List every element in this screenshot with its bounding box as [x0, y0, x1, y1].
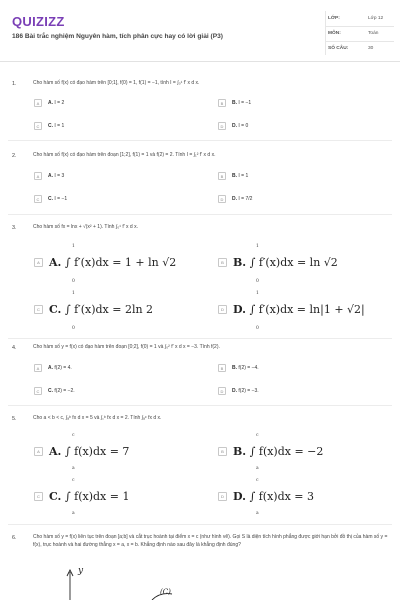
question-2-option-c[interactable]: C C. I = −1 — [34, 193, 67, 205]
question-4-text: Cho hàm số y = f(x) có đạo hàm trên đoạn [0;2], f(0) = 1 và ∫₀² f′ x d x = −3. Tính f(2). — [33, 344, 220, 350]
option-key-box: B — [218, 99, 226, 107]
integral-lower-limit: 0 — [72, 326, 75, 331]
option-key-box: D — [218, 387, 226, 395]
option-key-box: C — [34, 305, 43, 314]
integral-upper-limit: 1 — [72, 291, 75, 296]
option-key-box: D — [218, 305, 227, 314]
question-1-option-d[interactable]: D D. I = 0 — [218, 120, 248, 132]
question-5-option-c[interactable]: C C. ∫ f(x)dx = 1 — [34, 484, 129, 508]
curve-label: (C) — [160, 588, 171, 596]
question-1-option-a[interactable]: A A. I = 2 — [34, 97, 64, 109]
option-key-box: A — [34, 172, 42, 180]
integral-lower-limit: 0 — [256, 326, 259, 331]
option-key-box: B — [218, 172, 226, 180]
question-5-option-a[interactable]: A A. ∫ f(x)dx = 7 — [34, 439, 129, 463]
integral-lower-limit: 0 — [72, 279, 75, 284]
question-3-option-d[interactable]: D D. ∫ f′(x)dx = ln|1 + √2| — [218, 297, 365, 321]
question-5-number: 5. — [12, 416, 17, 422]
question-5-option-d[interactable]: D D. ∫ f(x)dx = 3 — [218, 484, 314, 508]
meta-row-line — [326, 26, 394, 27]
question-1-text: Cho hàm số f(x) có đạo hàm trên [0;1], f(0) = 1, f(1) = −1, tính I = ∫₀¹ f′ x d x. — [33, 80, 200, 86]
question-separator — [8, 338, 392, 339]
option-key-box: C — [34, 387, 42, 395]
integral-upper-limit: c — [72, 433, 75, 438]
question-1-option-c[interactable]: C C. I = 1 — [34, 120, 64, 132]
integral-lower-limit: a — [72, 511, 75, 516]
grade-value: Lớp 12 — [368, 16, 384, 21]
subject-label: MÔN: — [328, 31, 341, 36]
question-separator — [8, 214, 392, 215]
option-key-box: C — [34, 195, 42, 203]
question-4-option-a[interactable]: A A. f(2) = 4. — [34, 362, 72, 374]
option-key-box: B — [218, 447, 227, 456]
question-separator — [8, 140, 392, 141]
integral-lower-limit: 0 — [256, 279, 259, 284]
option-key-box: A — [34, 364, 42, 372]
question-4-number: 4. — [12, 345, 17, 351]
question-separator — [8, 405, 392, 406]
integral-upper-limit: c — [256, 478, 259, 483]
integral-upper-limit: 1 — [72, 244, 75, 249]
question-1-option-b[interactable]: B B. I = −1 — [218, 97, 251, 109]
question-2-text: Cho hàm số f(x) có đạo hàm trên đoạn [1;2], f(1) = 1 và f(2) = 2. Tính I = ∫₁² f′ x d x. — [33, 152, 216, 158]
question-3-option-b[interactable]: B B. ∫ f′(x)dx = ln √2 — [218, 250, 338, 274]
integral-lower-limit: a — [72, 466, 75, 471]
integral-upper-limit: 1 — [256, 244, 259, 249]
option-key-box: A — [34, 447, 43, 456]
option-key-box: B — [218, 364, 226, 372]
meta-row-line — [326, 41, 394, 42]
option-key-box: D — [218, 492, 227, 501]
subject-value: Toán — [368, 31, 379, 36]
question-3-number: 3. — [12, 225, 17, 231]
meta-divider — [325, 11, 326, 55]
option-key-box: C — [34, 122, 42, 130]
question-4-option-c[interactable]: C C. f(2) = −2. — [34, 385, 75, 397]
option-key-box: A — [34, 258, 43, 267]
integral-upper-limit: c — [72, 478, 75, 483]
question-4-option-d[interactable]: D D. f(2) = −3. — [218, 385, 259, 397]
question-5-option-b[interactable]: B B. ∫ f(x)dx = −2 — [218, 439, 323, 463]
question-2-option-d[interactable]: D D. I = 7/2 — [218, 193, 252, 205]
question-2-option-a[interactable]: A A. I = 3 — [34, 170, 64, 182]
question-count-label: SỐ CÂU: — [328, 46, 349, 51]
option-key-box: D — [218, 195, 226, 203]
document-header — [0, 0, 400, 62]
integral-upper-limit: 1 — [256, 291, 259, 296]
question-3-text: Cho hàm số fx = lnx + √(x² + 1). Tính ∫₀¹ f′ x d x. — [33, 224, 138, 230]
option-key-box: D — [218, 122, 226, 130]
option-key-box: B — [218, 258, 227, 267]
question-5-text: Cho a < b < c, ∫ₐᵇ fx d x = 5 và ∫꜀ᵇ fx d x = 2. Tính ∫ₐᶜ fx d x. — [33, 415, 162, 421]
question-6-number: 6. — [12, 535, 17, 541]
option-key-box: A — [34, 99, 42, 107]
question-count-value: 30 — [368, 46, 374, 51]
question-6-text: Cho hàm số y = f(x) liên tục trên đoạn [a;b] và cắt trục hoành tại điểm x = c (như hình vẽ). Gọi S là diện tích hình phẳng được giới hạn bởi đồ thị của hàm số y = f(x), trục hoành và hai đường thẳng x = a, x = b. Khẳng định nào sau đây là khẳng định đúng? — [33, 534, 388, 548]
quizizz-logo: QUIZIZZ — [12, 14, 65, 29]
integral-upper-limit: c — [256, 433, 259, 438]
question-3-option-a[interactable]: A A. ∫ f′(x)dx = 1 + ln √2 — [34, 250, 176, 274]
integral-lower-limit: a — [256, 466, 259, 471]
question-separator — [8, 524, 392, 525]
question-2-option-b[interactable]: B B. I = 1 — [218, 170, 248, 182]
integral-lower-limit: a — [256, 511, 259, 516]
option-key-box: C — [34, 492, 43, 501]
question-3-option-c[interactable]: C C. ∫ f′(x)dx = 2ln 2 — [34, 297, 153, 321]
question-2-number: 2. — [12, 153, 17, 159]
question-1-number: 1. — [12, 81, 17, 87]
question-4-option-b[interactable]: B B. f(2) = −4. — [218, 362, 259, 374]
document-title: 186 Bài trắc nghiệm Nguyên hàm, tích phân cực hay có lời giải (P3) — [12, 33, 223, 40]
y-axis-label: y — [78, 566, 84, 576]
grade-label: LỚP: — [328, 16, 340, 21]
